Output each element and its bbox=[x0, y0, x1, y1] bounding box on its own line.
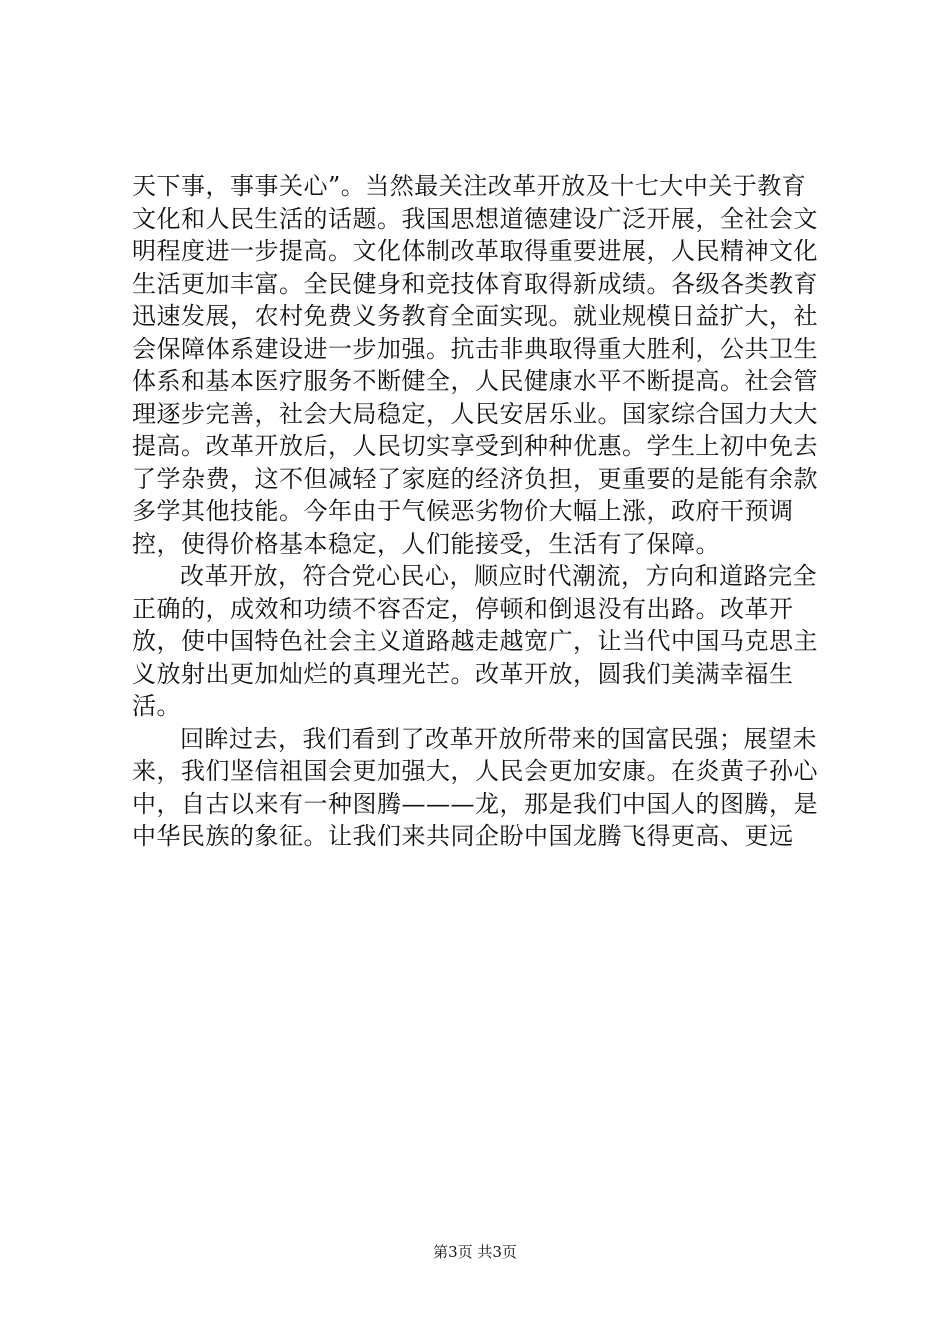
paragraph-1: 天下事，事事关心”。当然最关注改革开放及十七大中关于教育文化和人民生活的话题。我国思想道德建设广泛开展，全社会文明程度进一步提高。文化体制改革取得重要进展，人民精神文化生活更加丰富。全民健身和竞技体育取得新成绩。各级各类教育迅速发展，农村免费义务教育全面实现。就业规模日益扩大，社会保障体系建设进一步加强。抗击非典取得重大胜利，公共卫生体系和基本医疗服务不断健全，人民健康水平不断提高。社会管理逐步完善，社会大局稳定，人民安居乐业。国家综合国力大大提高。改革开放后，人民切实享受到种种优惠。学生上初中免去了学杂费，这不但减轻了家庭的经济负担，更重要的是能有余款多学其他技能。今年由于气候恶劣物价大幅上涨，政府干预调控，使得价格基本稳定，人们能接受，生活有了保障。 bbox=[132, 172, 818, 558]
paragraph-2: 改革开放，符合党心民心，顺应时代潮流，方向和道路完全正确的，成效和功绩不容否定，停顿和倒退没有出路。改革开放，使中国特色社会主义道路越走越宽广，让当代中国马克思主义放射出更加灿烂的真理光芒。改革开放，圆我们美满幸福生活。 bbox=[132, 562, 818, 720]
page-number-footer: 第3页 共3页 bbox=[433, 1243, 517, 1261]
document-body bbox=[132, 170, 822, 853]
paragraph-3: 回眸过去，我们看到了改革开放所带来的国富民强；展望未来，我们坚信祖国会更加强大，人民会更加安康。在炎黄子孙心中，自古以来有一种图腾———龙，那是我们中国人的图腾，是中华民族的象征。让我们来共同企盼中国龙腾飞得更高、更远 bbox=[132, 724, 818, 850]
